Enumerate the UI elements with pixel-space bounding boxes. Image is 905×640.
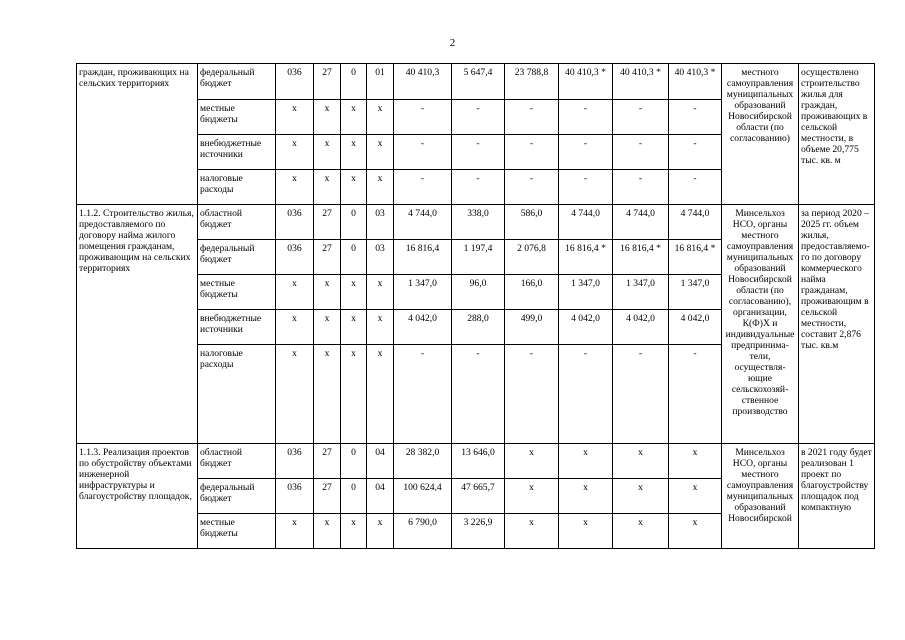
budget-code: x — [367, 170, 394, 205]
expected-result-cell: за период 2020 – 2025 гг. объем жилья, предоставляемо-го по договору коммерческого найма гражданам, проживающим в сельской местности, составит 2,876 тыс. кв.м — [799, 205, 875, 444]
executor-cell: Минсельхоз НСО, органы местного самоуправления муниципальных образований Новосибирской области (по согласованию), организации, К(Ф)Х и индивидуальные предпринима- тели, осуществля- ющие сельскохозяй- ственное производство — [722, 205, 799, 444]
amount-cell: - — [669, 135, 722, 170]
amount-cell: 1 347,0 — [394, 275, 452, 310]
budget-code: x — [367, 345, 394, 444]
budget-code: x — [276, 170, 314, 205]
amount-cell: - — [394, 100, 452, 135]
budget-code: x — [314, 310, 341, 345]
funding-source: областной бюджет — [198, 444, 276, 479]
amount-cell: - — [394, 135, 452, 170]
budget-code: 03 — [367, 205, 394, 240]
funding-source: областной бюджет — [198, 205, 276, 240]
amount-cell: x — [613, 514, 669, 549]
budget-code: x — [341, 135, 367, 170]
amount-cell: 1 197,4 — [452, 240, 505, 275]
budget-code: x — [341, 100, 367, 135]
budget-code: x — [276, 135, 314, 170]
amount-cell: 2 076,8 — [505, 240, 559, 275]
budget-code: 0 — [341, 479, 367, 514]
budget-code: x — [276, 275, 314, 310]
funding-source: федеральный бюджет — [198, 479, 276, 514]
amount-cell: - — [559, 100, 613, 135]
budget-code: x — [314, 345, 341, 444]
amount-cell: 4 744,0 — [669, 205, 722, 240]
amount-cell: - — [613, 345, 669, 444]
amount-cell: 28 382,0 — [394, 444, 452, 479]
amount-cell: x — [669, 479, 722, 514]
amount-cell: - — [452, 345, 505, 444]
amount-cell: 288,0 — [452, 310, 505, 345]
budget-code: x — [367, 310, 394, 345]
amount-cell: 4 744,0 — [613, 205, 669, 240]
budget-code: 27 — [314, 240, 341, 275]
expected-result-cell: осуществлено строительство жилья для граждан, проживающих в сельской местности, в объеме 20,775 тыс. кв. м — [799, 64, 875, 205]
amount-cell: - — [559, 135, 613, 170]
budget-code: 036 — [276, 205, 314, 240]
amount-cell: 96,0 — [452, 275, 505, 310]
amount-cell: x — [559, 444, 613, 479]
budget-code: x — [367, 514, 394, 549]
funding-source: внебюджетные источники — [198, 135, 276, 170]
funding-source: местные бюджеты — [198, 514, 276, 549]
budget-code: x — [367, 100, 394, 135]
amount-cell: 4 744,0 — [559, 205, 613, 240]
budget-code: 27 — [314, 444, 341, 479]
funding-source: налоговые расходы — [198, 345, 276, 444]
expected-result-cell: в 2021 году будет реализован 1 проект по благоустройству площадок под компактную — [799, 444, 875, 549]
budget-code: 036 — [276, 444, 314, 479]
event-description: 1.1.3. Реализация проектов по обустройству объектами инженерной инфраструктуры и благоустройству площадок, — [77, 444, 198, 549]
funding-source: местные бюджеты — [198, 100, 276, 135]
amount-cell: x — [613, 444, 669, 479]
amount-cell: x — [559, 479, 613, 514]
amount-cell: x — [505, 444, 559, 479]
event-description: 1.1.2. Строительство жилья, предоставляемого по договору найма жилого помещения гражданам, проживающим на сельских территориях — [77, 205, 198, 444]
amount-cell: 40 410,3 * — [559, 64, 613, 100]
amount-cell: - — [613, 100, 669, 135]
budget-code: 0 — [341, 64, 367, 100]
amount-cell: 4 042,0 — [394, 310, 452, 345]
amount-cell: x — [613, 479, 669, 514]
amount-cell: 100 624,4 — [394, 479, 452, 514]
amount-cell: 16 816,4 * — [669, 240, 722, 275]
amount-cell: - — [559, 345, 613, 444]
amount-cell: 1 347,0 — [669, 275, 722, 310]
amount-cell: - — [613, 135, 669, 170]
budget-code: x — [367, 275, 394, 310]
table-row — [77, 64, 875, 100]
amount-cell: - — [559, 170, 613, 205]
budget-code: x — [314, 100, 341, 135]
amount-cell: - — [505, 135, 559, 170]
budget-code: x — [276, 514, 314, 549]
funding-source: местные бюджеты — [198, 275, 276, 310]
budget-code: x — [276, 345, 314, 444]
budget-code: 0 — [341, 444, 367, 479]
amount-cell: - — [669, 170, 722, 205]
amount-cell: - — [505, 100, 559, 135]
amount-cell: 586,0 — [505, 205, 559, 240]
amount-cell: - — [452, 135, 505, 170]
amount-cell: x — [559, 514, 613, 549]
budget-code: 0 — [341, 240, 367, 275]
amount-cell: - — [669, 100, 722, 135]
budget-code: 0 — [341, 205, 367, 240]
amount-cell: 1 347,0 — [613, 275, 669, 310]
amount-cell: - — [452, 170, 505, 205]
budget-code: 036 — [276, 479, 314, 514]
amount-cell: 4 042,0 — [559, 310, 613, 345]
budget-code: 04 — [367, 479, 394, 514]
budget-code: x — [314, 514, 341, 549]
amount-cell: 4 042,0 — [613, 310, 669, 345]
budget-code: x — [276, 100, 314, 135]
amount-cell: 16 816,4 — [394, 240, 452, 275]
event-description: граждан, проживающих на сельских территориях — [77, 64, 198, 205]
executor-cell: местного самоуправления муниципальных образований Новосибирской области (по согласованию) — [722, 64, 799, 205]
budget-table — [76, 63, 875, 549]
amount-cell: - — [505, 345, 559, 444]
executor-cell: Минсельхоз НСО, органы местного самоуправления муниципальных образований Новосибирской — [722, 444, 799, 549]
amount-cell: 23 788,8 — [505, 64, 559, 100]
funding-source: федеральный бюджет — [198, 64, 276, 100]
table-row — [77, 444, 875, 479]
budget-code: 04 — [367, 444, 394, 479]
budget-code: 036 — [276, 64, 314, 100]
budget-code: 03 — [367, 240, 394, 275]
amount-cell: 1 347,0 — [559, 275, 613, 310]
amount-cell: x — [669, 514, 722, 549]
budget-code: 036 — [276, 240, 314, 275]
amount-cell: - — [394, 170, 452, 205]
amount-cell: 6 790,0 — [394, 514, 452, 549]
budget-code: x — [341, 310, 367, 345]
amount-cell: 3 226,9 — [452, 514, 505, 549]
page-number: 2 — [449, 37, 456, 49]
amount-cell: 338,0 — [452, 205, 505, 240]
amount-cell: - — [394, 345, 452, 444]
amount-cell: 40 410,3 * — [669, 64, 722, 100]
amount-cell: 166,0 — [505, 275, 559, 310]
amount-cell: 4 042,0 — [669, 310, 722, 345]
budget-code: x — [341, 514, 367, 549]
amount-cell: x — [669, 444, 722, 479]
budget-code: x — [341, 170, 367, 205]
amount-cell: 47 665,7 — [452, 479, 505, 514]
amount-cell: - — [505, 170, 559, 205]
amount-cell: 499,0 — [505, 310, 559, 345]
funding-source: федеральный бюджет — [198, 240, 276, 275]
budget-code: x — [314, 275, 341, 310]
budget-code: x — [341, 275, 367, 310]
budget-code: 27 — [314, 64, 341, 100]
amount-cell: 13 646,0 — [452, 444, 505, 479]
table-row — [77, 205, 875, 240]
funding-source: налоговые расходы — [198, 170, 276, 205]
budget-code: x — [341, 345, 367, 444]
amount-cell: 40 410,3 — [394, 64, 452, 100]
budget-code: 27 — [314, 205, 341, 240]
amount-cell: x — [505, 514, 559, 549]
amount-cell: 16 816,4 * — [559, 240, 613, 275]
amount-cell: - — [452, 100, 505, 135]
funding-source: внебюджетные источники — [198, 310, 276, 345]
amount-cell: 4 744,0 — [394, 205, 452, 240]
amount-cell: 16 816,4 * — [613, 240, 669, 275]
budget-code: 01 — [367, 64, 394, 100]
amount-cell: 5 647,4 — [452, 64, 505, 100]
budget-code: x — [276, 310, 314, 345]
budget-code: 27 — [314, 479, 341, 514]
amount-cell: x — [505, 479, 559, 514]
budget-code: x — [367, 135, 394, 170]
amount-cell: - — [669, 345, 722, 444]
budget-code: x — [314, 135, 341, 170]
budget-code: x — [314, 170, 341, 205]
amount-cell: 40 410,3 * — [613, 64, 669, 100]
amount-cell: - — [613, 170, 669, 205]
